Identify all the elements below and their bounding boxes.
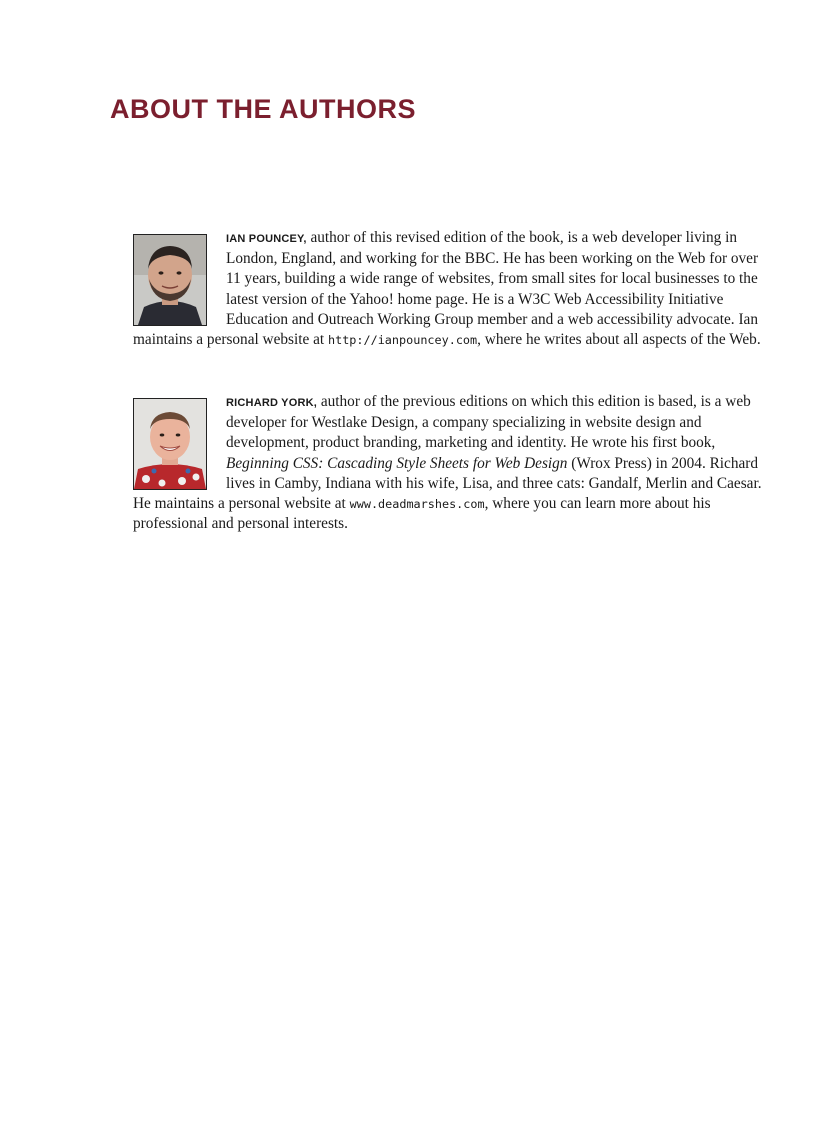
author-bio-text: author of the previous editions on which this edition is based, is a web developer for Westlake Design, a company specializing in website design and development, product branding, marketing and identity. He wrote his first book, <box>226 393 751 452</box>
author-photo-ian-pouncey <box>133 234 207 326</box>
author-bio-richard-york <box>133 392 774 534</box>
author-bio-text-middle: (Wrox Press) in 2004. Richard lives in Camby, Indiana with his wife, Lisa, and three cats: Gandalf, Merlin and Caesar. He maintains a personal website at <box>133 454 762 513</box>
author-portrait-image <box>134 235 206 325</box>
author-bio-text-end: , where he writes about all aspects of the Web. <box>477 331 761 349</box>
author-website-link[interactable]: http://ianpouncey.com <box>327 333 478 348</box>
author-bio-text-end: , where you can learn more about his professional and personal interests. <box>133 495 711 533</box>
book-title: Beginning CSS: Cascading Style Sheets for Web Design <box>226 454 568 472</box>
author-bio-ian-pouncey <box>133 228 774 350</box>
author-photo-richard-york <box>133 398 207 490</box>
author-website-link[interactable]: www.deadmarshes.com <box>349 497 485 512</box>
author-portrait-image <box>134 399 206 489</box>
page-title: ABOUT THE AUTHORS <box>110 94 416 124</box>
author-bio-text: author of this revised edition of the book, is a web developer living in London, England, and working for the BBC. He has been working on the Web for over 11 years, building a wide range of websites, from small sites for local businesses to the latest version of the Yahoo! home page. He is a W3C Web Accessibility Initiative Education and Outreach Working Group member and a web accessibility advocate. Ian maintains a personal website at <box>133 229 759 349</box>
author-name: RICHARD YORK, <box>226 397 318 409</box>
author-name: IAN POUNCEY, <box>226 233 307 245</box>
